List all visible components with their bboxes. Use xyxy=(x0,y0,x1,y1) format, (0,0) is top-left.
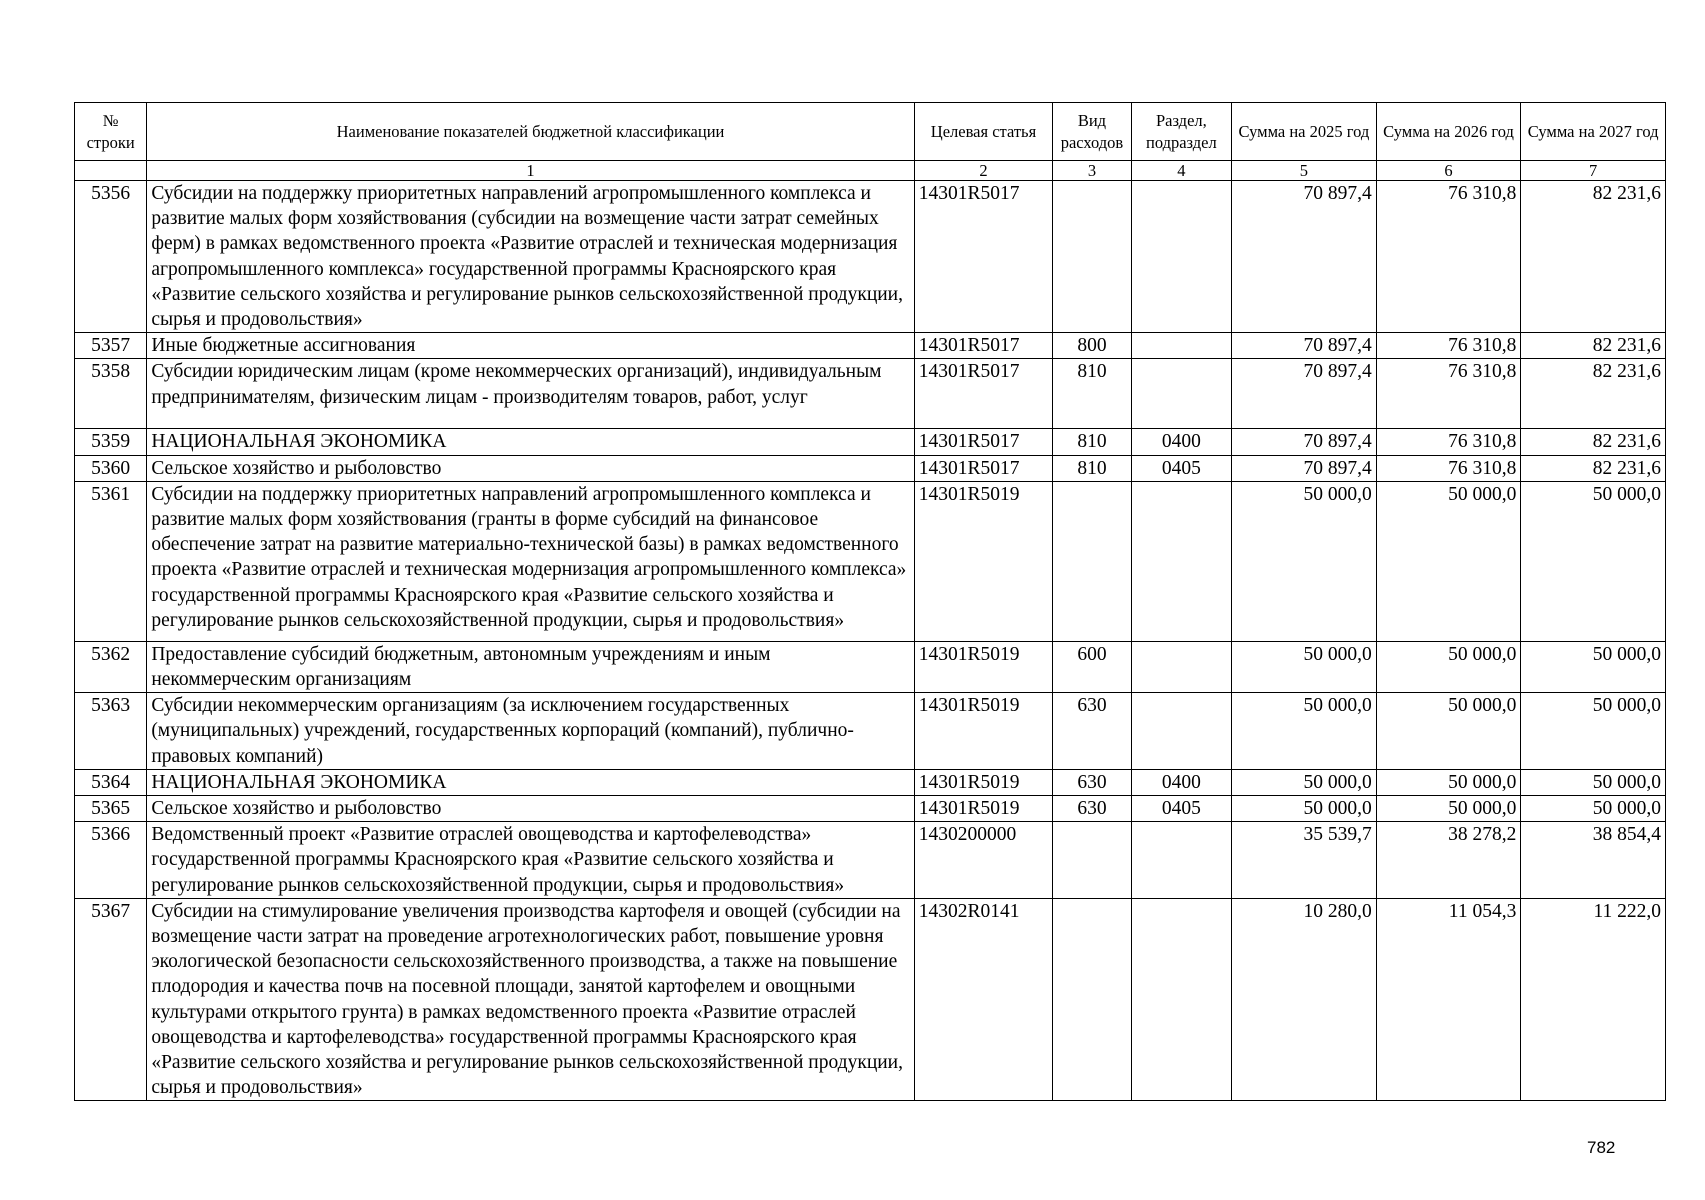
header-row-no: № строки xyxy=(75,103,147,161)
row-number: 5356 xyxy=(75,181,147,333)
row-name: Субсидии на поддержку приоритетных направлений агропромышленного комплекса и развитие малых форм хозяйствования (субсидии на возмещение части затрат семейных ферм) в рамках ведомственного проекта «Развитие отраслей и техническая модернизация агропромышленного комплекса» государственной программы Красноярского края «Развитие сельского хозяйства и регулирование рынков сельскохозяйственной продукции, сырья и продовольствия» xyxy=(147,181,914,333)
row-target-article: 14301R5017 xyxy=(914,181,1053,333)
table-row xyxy=(75,769,1666,795)
row-sum-2025: 50 000,0 xyxy=(1232,641,1377,692)
row-name: НАЦИОНАЛЬНАЯ ЭКОНОМИКА xyxy=(147,769,914,795)
column-numbers-row xyxy=(75,161,1666,181)
row-name: Ведомственный проект «Развитие отраслей овощеводства и картофелеводства» государственной программы Красноярского края «Развитие сельского хозяйства и регулирование рынков сельскохозяйственной продукции, сырья и продовольствия» xyxy=(147,822,914,899)
row-expense-type: 630 xyxy=(1053,796,1131,822)
row-target-article: 14301R5019 xyxy=(914,796,1053,822)
row-sum-2027: 11 222,0 xyxy=(1521,898,1666,1101)
row-expense-type xyxy=(1053,822,1131,899)
row-expense-type xyxy=(1053,898,1131,1101)
row-section: 0405 xyxy=(1131,796,1231,822)
row-sum-2027: 82 231,6 xyxy=(1521,181,1666,333)
row-number: 5357 xyxy=(75,333,147,359)
row-section xyxy=(1131,693,1231,770)
row-expense-type: 810 xyxy=(1053,429,1131,455)
row-section xyxy=(1131,822,1231,899)
row-sum-2026: 76 310,8 xyxy=(1376,333,1521,359)
row-expense-type: 630 xyxy=(1053,693,1131,770)
row-target-article: 14301R5019 xyxy=(914,641,1053,692)
row-number: 5365 xyxy=(75,796,147,822)
header-exp-type: Вид расходов xyxy=(1053,103,1131,161)
row-sum-2025: 70 897,4 xyxy=(1232,429,1377,455)
row-sum-2027: 50 000,0 xyxy=(1521,769,1666,795)
row-target-article: 14301R5017 xyxy=(914,455,1053,481)
header-sum-2026: Сумма на 2026 год xyxy=(1376,103,1521,161)
row-number: 5366 xyxy=(75,822,147,899)
row-sum-2026: 76 310,8 xyxy=(1376,181,1521,333)
row-name: Субсидии некоммерческим организациям (за исключением государственных (муниципальных) учреждений, государственных корпораций (компаний), публично-правовых компаний) xyxy=(147,693,914,770)
row-sum-2026: 76 310,8 xyxy=(1376,455,1521,481)
row-sum-2025: 70 897,4 xyxy=(1232,333,1377,359)
row-number: 5359 xyxy=(75,429,147,455)
row-sum-2025: 35 539,7 xyxy=(1232,822,1377,899)
row-expense-type: 630 xyxy=(1053,769,1131,795)
row-sum-2026: 76 310,8 xyxy=(1376,429,1521,455)
budget-table xyxy=(74,102,1666,1101)
row-name: Иные бюджетные ассигнования xyxy=(147,333,914,359)
row-number: 5358 xyxy=(75,359,147,429)
row-sum-2025: 50 000,0 xyxy=(1232,481,1377,641)
header-sum-2025: Сумма на 2025 год xyxy=(1232,103,1377,161)
row-number: 5361 xyxy=(75,481,147,641)
row-name: Субсидии на стимулирование увеличения производства картофеля и овощей (субсидии на возмещение части затрат на проведение агротехнологических работ, повышение уровня экологической безопасности сельскохозяйственного производства, а также на повышение плодородия и качества почв на посевной площади, занятой картофелем и овощными культурами открытого грунта) в рамках ведомственного проекта «Развитие отраслей овощеводства и картофелеводства» государственной программы Красноярского края «Развитие сельского хозяйства и регулирование рынков сельскохозяйственной продукции, сырья и продовольствия» xyxy=(147,898,914,1101)
row-name: Субсидии на поддержку приоритетных направлений агропромышленного комплекса и развитие малых форм хозяйствования (гранты в форме субсидий на финансовое обеспечение затрат на развитие материально-технической базы) в рамках ведомственного проекта «Развитие отраслей и техническая модернизация агропромышленного комплекса» государственной программы Красноярского края «Развитие сельского хозяйства и регулирование рынков сельскохозяйственной продукции, сырья и продовольствия» xyxy=(147,481,914,641)
row-sum-2025: 50 000,0 xyxy=(1232,769,1377,795)
row-sum-2027: 50 000,0 xyxy=(1521,641,1666,692)
row-sum-2027: 50 000,0 xyxy=(1521,481,1666,641)
row-sum-2027: 50 000,0 xyxy=(1521,693,1666,770)
row-sum-2025: 50 000,0 xyxy=(1232,796,1377,822)
row-target-article: 14301R5019 xyxy=(914,481,1053,641)
row-expense-type xyxy=(1053,181,1131,333)
colnum: 5 xyxy=(1232,161,1377,181)
row-name: Субсидии юридическим лицам (кроме некоммерческих организаций), индивидуальным предпринимателям, физическим лицам - производителям товаров, работ, услуг xyxy=(147,359,914,429)
colnum: 4 xyxy=(1131,161,1231,181)
table-row xyxy=(75,641,1666,692)
row-number: 5362 xyxy=(75,641,147,692)
row-sum-2025: 70 897,4 xyxy=(1232,181,1377,333)
row-sum-2026: 50 000,0 xyxy=(1376,769,1521,795)
table-row xyxy=(75,796,1666,822)
row-target-article: 14302R0141 xyxy=(914,898,1053,1101)
row-section xyxy=(1131,898,1231,1101)
row-sum-2027: 38 854,4 xyxy=(1521,822,1666,899)
page-number: 782 xyxy=(1587,1138,1616,1157)
row-sum-2027: 50 000,0 xyxy=(1521,796,1666,822)
row-sum-2025: 70 897,4 xyxy=(1232,455,1377,481)
row-section xyxy=(1131,481,1231,641)
row-sum-2027: 82 231,6 xyxy=(1521,429,1666,455)
row-section xyxy=(1131,641,1231,692)
row-sum-2026: 50 000,0 xyxy=(1376,481,1521,641)
table-row xyxy=(75,333,1666,359)
row-section: 0405 xyxy=(1131,455,1231,481)
row-expense-type xyxy=(1053,481,1131,641)
row-sum-2026: 50 000,0 xyxy=(1376,641,1521,692)
row-section xyxy=(1131,181,1231,333)
table-row xyxy=(75,898,1666,1101)
row-target-article: 14301R5017 xyxy=(914,359,1053,429)
table-row xyxy=(75,693,1666,770)
row-expense-type: 600 xyxy=(1053,641,1131,692)
header-name: Наименование показателей бюджетной классификации xyxy=(147,103,914,161)
header-section: Раздел, подраздел xyxy=(1131,103,1231,161)
row-target-article: 14301R5019 xyxy=(914,769,1053,795)
row-sum-2027: 82 231,6 xyxy=(1521,359,1666,429)
colnum: 6 xyxy=(1376,161,1521,181)
row-sum-2025: 50 000,0 xyxy=(1232,693,1377,770)
row-number: 5360 xyxy=(75,455,147,481)
row-section: 0400 xyxy=(1131,429,1231,455)
colnum: 2 xyxy=(914,161,1053,181)
colnum: 3 xyxy=(1053,161,1131,181)
row-sum-2027: 82 231,6 xyxy=(1521,333,1666,359)
colnum xyxy=(75,161,147,181)
row-target-article: 14301R5017 xyxy=(914,333,1053,359)
row-target-article: 1430200000 xyxy=(914,822,1053,899)
header-sum-2027: Сумма на 2027 год xyxy=(1521,103,1666,161)
row-section: 0400 xyxy=(1131,769,1231,795)
row-expense-type: 810 xyxy=(1053,455,1131,481)
header-target: Целевая статья xyxy=(914,103,1053,161)
row-name: Сельское хозяйство и рыболовство xyxy=(147,455,914,481)
row-sum-2026: 50 000,0 xyxy=(1376,796,1521,822)
row-target-article: 14301R5019 xyxy=(914,693,1053,770)
row-name: НАЦИОНАЛЬНАЯ ЭКОНОМИКА xyxy=(147,429,914,455)
row-sum-2025: 70 897,4 xyxy=(1232,359,1377,429)
row-number: 5367 xyxy=(75,898,147,1101)
header-row xyxy=(75,103,1666,161)
row-section xyxy=(1131,359,1231,429)
table-row xyxy=(75,455,1666,481)
row-sum-2025: 10 280,0 xyxy=(1232,898,1377,1101)
row-expense-type: 810 xyxy=(1053,359,1131,429)
table-row xyxy=(75,481,1666,641)
row-sum-2026: 76 310,8 xyxy=(1376,359,1521,429)
row-sum-2026: 11 054,3 xyxy=(1376,898,1521,1101)
table-row xyxy=(75,359,1666,429)
colnum: 7 xyxy=(1521,161,1666,181)
row-target-article: 14301R5017 xyxy=(914,429,1053,455)
table-row xyxy=(75,822,1666,899)
row-name: Сельское хозяйство и рыболовство xyxy=(147,796,914,822)
row-number: 5363 xyxy=(75,693,147,770)
row-expense-type: 800 xyxy=(1053,333,1131,359)
table-row xyxy=(75,181,1666,333)
row-section xyxy=(1131,333,1231,359)
budget-table-container xyxy=(74,102,1666,1101)
table-row xyxy=(75,429,1666,455)
row-number: 5364 xyxy=(75,769,147,795)
row-sum-2026: 50 000,0 xyxy=(1376,693,1521,770)
row-sum-2027: 82 231,6 xyxy=(1521,455,1666,481)
row-name: Предоставление субсидий бюджетным, автономным учреждениям и иным некоммерческим организациям xyxy=(147,641,914,692)
colnum: 1 xyxy=(147,161,914,181)
row-sum-2026: 38 278,2 xyxy=(1376,822,1521,899)
